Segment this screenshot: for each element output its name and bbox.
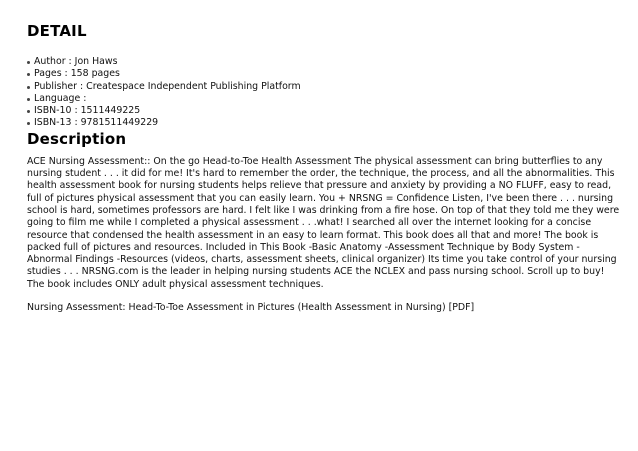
description-line: Abnormal Findings -Resources (videos, charts, assessment sheets, clinical organizer) Its time you take control of your nursing	[27, 254, 617, 266]
detail-item-text: Author : Jon Haws	[34, 56, 118, 67]
description-body	[27, 155, 620, 291]
page-content	[27, 22, 620, 314]
bullet-icon	[27, 98, 30, 101]
detail-heading: DETAIL	[27, 22, 87, 40]
description-line: resource that condensed the health assessment in an easy to learn format. This book does all that and more! The book is	[27, 229, 599, 241]
bullet-icon	[27, 73, 30, 76]
detail-item-isbn10	[27, 105, 617, 117]
description-line: health assessment book for nursing students helps relieve that pressure and anxiety by providing a NO FLUFF, easy to read,	[27, 180, 612, 192]
description-heading: Description	[27, 129, 127, 148]
bullet-icon	[27, 122, 30, 125]
description-line: going to film me while I completed a physical assessment . . .what! I searched all over the internet looking for a concise	[27, 217, 592, 229]
bullet-icon	[27, 86, 30, 89]
book-download-link[interactable]: Nursing Assessment: Head-To-Toe Assessment in Pictures (Health Assessment in Nursing) [PDF]	[27, 302, 475, 314]
detail-list	[27, 56, 617, 130]
detail-item-text: Publisher : Createspace Independent Publishing Platform	[34, 80, 301, 92]
description-line: school is hard, sometimes professors are hard. I felt like I was drinking from a fire hose. On top of that they told me they were	[27, 204, 620, 216]
detail-item-pages	[27, 68, 617, 80]
detail-item-text: ISBN-10 : 1511449225	[34, 105, 141, 117]
detail-item-isbn13	[27, 117, 617, 129]
detail-item-text: Pages : 158 pages	[34, 68, 120, 80]
description-line: packed full of pictures and resources. Included in This Book -Basic Anatomy -Assessment Technique by Body System -	[27, 241, 580, 253]
bullet-icon	[27, 61, 30, 64]
description-line: nursing student . . . it did for me! It's hard to remember the order, the technique, the process, and all the abnormalities. This	[27, 168, 615, 180]
detail-item-author	[27, 56, 617, 68]
detail-item-publisher	[27, 81, 617, 93]
description-line: The book includes ONLY adult physical assessment techniques.	[27, 278, 324, 290]
description-line: full of pictures physical assessment that you can easily learn. You + NRSNG = Confidence Listen, I've been there . . . nursing	[27, 192, 614, 204]
detail-item-language	[27, 93, 617, 105]
detail-item-text: ISBN-13 : 9781511449229	[34, 117, 159, 129]
detail-item-text: Language :	[34, 92, 87, 104]
bullet-icon	[27, 110, 30, 113]
description-line: ACE Nursing Assessment:: On the go Head-to-Toe Health Assessment The physical assessment can bring butterflies to any	[27, 155, 603, 167]
description-line: studies . . . NRSNG.com is the leader in helping nursing students ACE the NCLEX and pass nursing school. Scroll up to buy!	[27, 266, 605, 278]
